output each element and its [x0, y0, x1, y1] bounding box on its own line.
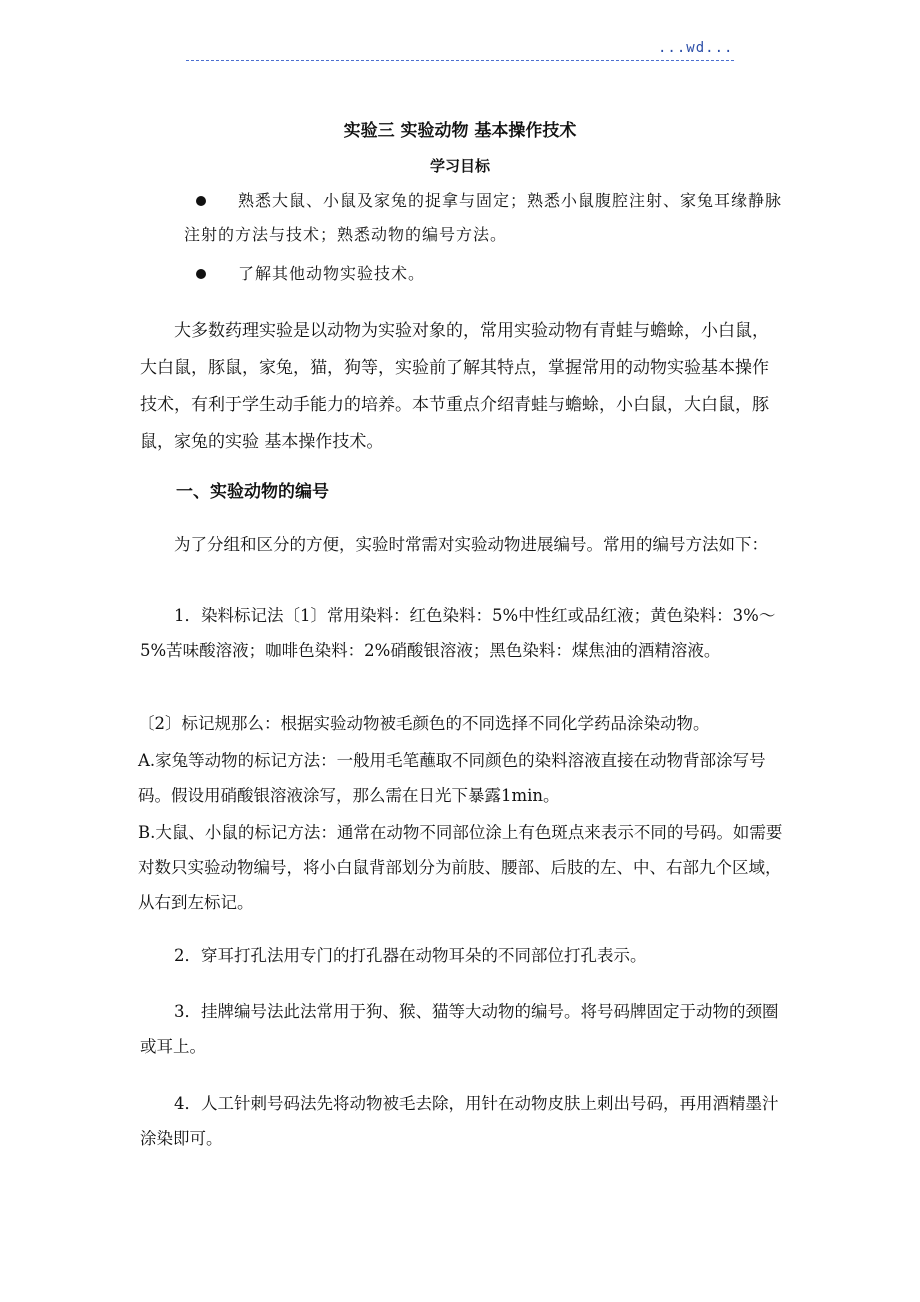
method-tag: 3．挂牌编号法此法常用于狗、猴、猫等大动物的编号。将号码牌固定于动物的颈圈或耳上。 — [140, 1002, 779, 1056]
intro-paragraph: 大多数药理实验是以动物为实验对象的，常用实验动物有青蛙与蟾蜍，小白鼠，大白鼠，豚鼠，家兔，猫，狗等，实验前了解其特点，掌握常用的动物实验基本操作技术，有利于学生动手能力的培养。本节重点介绍青蛙与蟾蜍，小白鼠，大白鼠，豚鼠，家兔的实验 基本操作技术。 — [140, 321, 769, 452]
page-title: 实验三 实验动物 基本操作技术 — [343, 121, 577, 141]
section-heading: 一、实验动物的编号 — [176, 482, 329, 502]
method-dye: 1．染料标记法〔1〕常用染料：红色染料：5%中性红或品红液；黄色染料：3%～5%苦味酸溶液；咖啡色染料：2%硝酸银溶液；黑色染料：煤焦油的酒精溶液。 — [140, 606, 776, 660]
method-needle: 4．人工针刺号码法先将动物被毛去除，用针在动物皮肤上刺出号码，再用酒精墨汁涂染即可。 — [140, 1094, 779, 1148]
rule-rat: B.大鼠、小鼠的标记方法：通常在动物不同部位涂上有色斑点来表示不同的号码。如需要对数只实验动物编号，将小白鼠背部划分为前肢、腰部、后肢的左、中、右部九个区域，从右到左标记。 — [138, 823, 783, 912]
bullet-icon — [196, 269, 206, 279]
marking-rule: 〔2〕标记规那么：根据实验动物被毛颜色的不同选择不同化学药品涂染动物。 — [138, 714, 710, 733]
rule-rabbit: A.家兔等动物的标记方法：一般用毛笔蘸取不同颜色的染料溶液直接在动物背部涂写号码。假设用硝酸银溶液涂写，那么需在日光下暴露1min。 — [138, 751, 766, 805]
method-ear-punch: 2．穿耳打孔法用专门的打孔器在动物耳朵的不同部位打孔表示。 — [174, 946, 647, 965]
objectives-heading: 学习目标 — [429, 157, 490, 175]
header-mark: ...wd... — [658, 40, 734, 56]
objective-item: 了解其他动物实验技术。 — [238, 264, 426, 283]
section-lead: 为了分组和区分的方便，实验时常需对实验动物进展编号。常用的编号方法如下： — [174, 535, 768, 554]
header-rule — [186, 60, 734, 61]
objective-item: 熟悉大鼠、小鼠及家兔的捉拿与固定；熟悉小鼠腹腔注射、家兔耳缘静脉注射的方法与技术；熟悉动物的编号方法。 — [184, 191, 783, 244]
